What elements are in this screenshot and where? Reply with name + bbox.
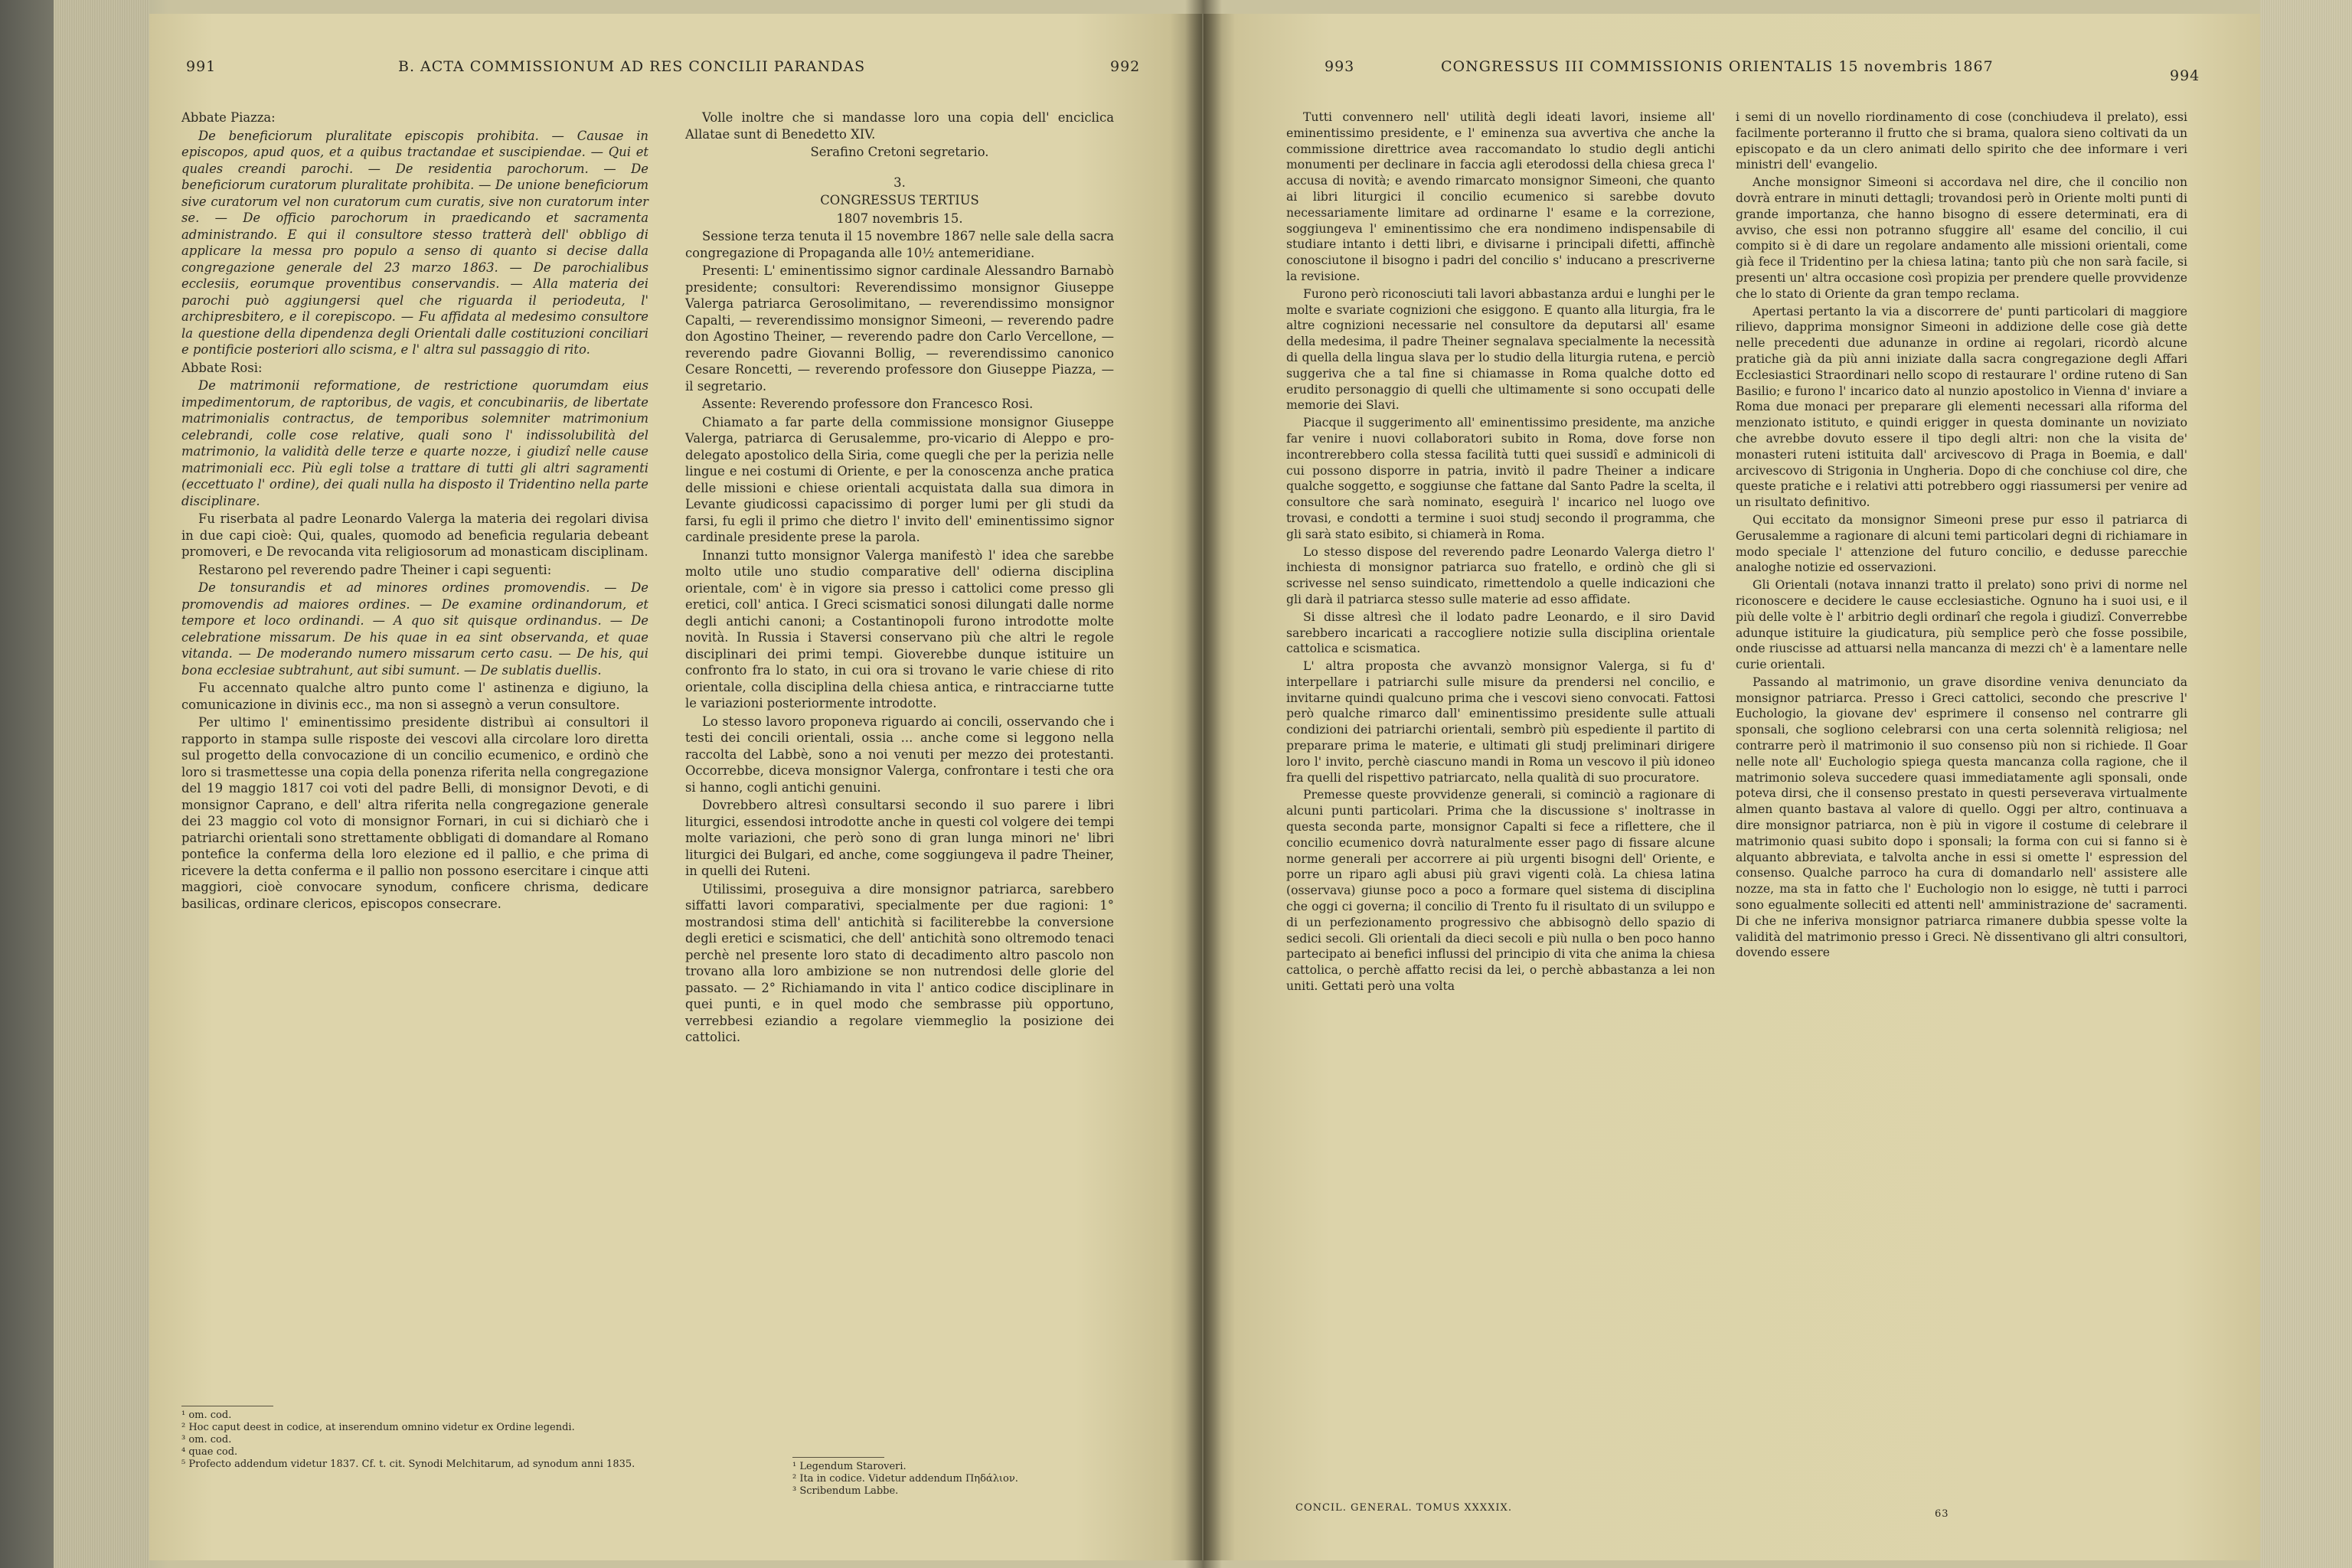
right-running-head [1234, 58, 2230, 89]
footnote: ³ Scribendum Labbe. [792, 1485, 899, 1497]
paragraph: Passando al matrimonio, un grave disordine veniva denunciato da monsignor patriarca. Presso i Greci cattolici, secondo che prescrive l' Euchologio, la giovane dev' esprimere il consenso nel contrarre gli sponsali, che sogliono celebrarsi con una certa solennità religiosa; nel contrarre però il matrimonio il suo consenso più non si richiede. Il Goar nelle note all' Euchologio spiega questa mancanza colla ragione, che il matrimonio soleva succedere quasi immediatamente agli sponsali, onde poteva dirsi, che il consenso prestato in questi perseverava virtualmente almen quanto bastava al valore di quello. Oggi per altro, continuava a dire monsignor patriarca, non è più in vigore il costume di celebrare il matrimonio quasi subito dopo i sponsali; la forma con cui si fanno si è alquanto abbreviata, e talvolta anche in essi si omette l' espression del consenso. Qualche parroco ha cura di domandarlo nell' assistere alle nozze, ma sta in fatto che l' Euchologio non lo esigge, nè tutti i parroci sono egualmente solleciti ed attenti nell' amministrazione de' sacramenti. Di che ne inferiva monsignor patriarca rimanere dubbia spesse volte la validità del matrimonio presso i Greci. Nè dissentivano gli altri consultori, dovendo essere [1736, 675, 2187, 960]
footnote: ¹ om. cod. [181, 1410, 232, 1421]
paragraph: Presenti: L' eminentissimo signor cardinale Alessandro Barnabò presidente; consultori: Reverendissimo monsignor Giuseppe Valerga patriarca Gerosolimitano, — reverendissimo monsignor Capalti, — reverendissimo monsignor Simeoni, — reverendo padre don Agostino Theiner, — reverendo padre don Carlo Vercellone, — reverendo padre Giovanni Bollig, — reverendissimo canonico Cesare Roncetti, — reverendo professore don Giuseppe Piazza, — il segretario. [685, 263, 1114, 394]
left-page [149, 14, 1202, 1560]
running-head-title: CONGRESSUS III COMMISSIONIS ORIENTALIS 15 novembris 1867 [1441, 58, 1994, 75]
signature: Serafino Cretoni segretario. [810, 145, 989, 159]
paragraph: Lo stesso dispose del reverendo padre Leonardo Valerga dietro l' inchiesta di monsignor patriarca suo fratello, e ordinò che gli si scrivesse nel senso suindicato, rimettendolo a quelle indicazioni che gli darà il patriarca stesso sulle materie ad esso affidate. [1286, 544, 1715, 606]
section-title: CONGRESSUS TERTIUS [820, 193, 979, 207]
paragraph: Furono però riconosciuti tali lavori abbastanza ardui e lunghi per le molte e svariate cognizioni che esiggono. E quanto alla liturgia, fra le altre cognizioni necessarie nel consultore da deputarsi all' esame della medesima, il padre Theiner segnalava specialmente la necessità di quella della lingua slava per lo studio della liturgia rutena, e perciò suggeriva che a tal fine si chiamasse in Roma qualche dotto ed erudito personaggio di quelli che ultimamente si sono occupati delle memorie dei Slavi. [1286, 286, 1715, 413]
section-number: 3. [893, 175, 906, 190]
paragraph: De matrimonii reformatione, de restrictione quorumdam eius impedimentorum, de raptoribus, de vagis, et concubinariis, de libertate matrimonialis contractus, de temporibus solemniter matrimonium celebrandi, colle cose relative, quali sono l' indissolubilità del matrimonio, la validità delle terze e quarte nozze, i giudizî nelle cause matrimoniali ecc. Più egli tolse a trattare di tutti gli altri sagramenti (eccettuato l' ordine), dei quali nulla ha disposto il Tridentino nella parte disciplinare. [181, 378, 648, 508]
footnote: ³ om. cod. [181, 1434, 232, 1446]
paragraph: Piacque il suggerimento all' eminentissimo presidente, ma anziche far venire i nuovi collaboratori subito in Roma, dove forse non incontrerebbero colla stessa facilità tutti quei sussidî e adminicoli di cui possono disporre in patria, invitò il padre Theiner a indicare qualche soggetto, e soggiunse che fattane dal Santo Padre la scelta, il consultore che sarà nominato, eseguirà l' incarico nel luogo ove trovasi, e condotti a termine i suoi studj secondo il programma, che gli sarà stato esibito, si chiamerà in Roma. [1286, 416, 1715, 541]
left-column-1-footnotes [181, 1406, 648, 1471]
paragraph: Tutti convennero nell' utilità degli ideati lavori, insieme all' eminentissimo presidente, e l' eminenza sua avvertiva che anche la commissione direttrice avea raccomandato lo studio degli antichi monumenti per declinare in faccia agli eterodossi della chiesa greca l' accusa di novità; e avendo rimarcato monsignor Simeoni, che quanto ai libri liturgici il concilio ecumenico si sarebbe dovuto necessariamente limitare ad ordinarne l' esame e la correzione, soggiungeva l' eminentissimo che era nondimeno indispensabile di studiare intanto i detti libri, e divisarne i principali difetti, affinchè conosciutone il bisogno i padri del concilio s' inducano a prescriverne la revisione. [1286, 110, 1715, 283]
right-column-2 [1736, 109, 2187, 962]
paragraph: Anche monsignor Simeoni si accordava nel dire, che il concilio non dovrà entrare in minuti dettagli; trovandosi però in Oriente molti punti di grande importanza, che hanno bisogno di essere determinati, era di avviso, che essi non potranno sfuggire all' esame del concilio, il cui compito si è di dare un regolare andamento alle missioni orientali, come già fece il Tridentino per la chiesa latina; tanto più che non sarà facile, si presenti un' altra occasione così propizia per prendere quelle provvidenze che lo stato di Oriente da gran tempo reclama. [1736, 175, 2187, 301]
left-column-2-footnotes [792, 1457, 1152, 1498]
paragraph: Qui eccitato da monsignor Simeoni prese pur esso il patriarca di Gerusalemme a ragionare di alcuni temi particolari degni di richiamare in modo speciale l' attenzione del futuro concilio, e dedusse parecchie analoghe notizie ed osservazioni. [1736, 512, 2187, 575]
paragraph: Premesse queste provvidenze generali, si cominciò a ragionare di alcuni punti particolari. Prima che la discussione s' inoltrasse in questa seconda parte, monsignor Capalti si fece a riflettere, che il concilio ecumenico dovrà naturalmente esser pago di fissare alcune norme generali per accorrere ai più urgenti bisogni dell' Oriente, e porre un riparo agli abusi più gravi vigenti colà. La chiesa latina (osservava) giunse poco a poco a formare quel sistema di disciplina che oggi ci governa; il concilio di Trento fu il risultato di un sviluppo e di un perfezionamento progressivo che abbisognò dello spazio di sedici secoli. Gli orientali da dieci secoli e più nulla o ben poco hanno partecipato ai benefici influssi del principio di vita che anima la chiesa cattolica, o perchè affatto recisi da lei, o perchè abbastanza a lei non uniti. Gettati però una volta [1286, 788, 1715, 994]
paragraph: De tonsurandis et ad minores ordines promovendis. — De promovendis ad maiores ordines. — De examine ordinandorum, et tempore et loco ordinandi. — A quo sit quisque ordinandus. — De celebratione missarum. De his quae in ea sint observanda, et quae vitanda. — De moderando numero missarum certo casu. — De his, qui bona ecclesiae subtrahunt, aut sibi sumunt. — De sublatis duellis. [181, 580, 648, 678]
footnote: ² Hoc caput deest in codice, at inserendum omnino videtur ex Ordine legendi. [181, 1422, 575, 1433]
right-fore-edge [2260, 0, 2352, 1568]
paragraph: De beneficiorum pluralitate episcopis prohibita. — Causae in episcopos, apud quos, et a quibus tractandae et suscipiendae. — Qui et quales creandi parochi. — De residentia parochorum. — De beneficiorum curatorum pluralitate prohibita. — De unione beneficiorum sive curatorum vel non curatorum cum curatis, sive non curatorum inter se. — De officio parochorum in praedicando et sacramenta administrando. E qui il consultore stesso tratterà dell' obbligo di applicare la messa pro populo a senso di quanto si decise dalla congregazione generale del 23 marzo 1863. — De parochialibus ecclesiis, eorumque proventibus conservandis. — Alla materia dei parochi può aggiungersi quel che riguarda il periodeuta, l' archipresbitero, e il corepiscopo. — Fu affidata al medesimo consultore la questione della dipendenza degli Orientali dalle costituzioni conciliari e pontificie posteriori allo scisma, e l' altra sul passaggio di rito. [181, 128, 648, 357]
signature-number: 63 [1935, 1508, 1949, 1520]
footnote: ² Ita in codice. Videtur addendum Πηδάλιον. [792, 1473, 1018, 1485]
paragraph: Fu riserbata al padre Leonardo Valerga la materia dei regolari divisa in due capi cioè: Qui, quales, quomodo ad beneficia regularia debeant promoveri, e De revocanda vita religiosorum ad monasticam disciplinam. [181, 511, 648, 559]
left-fore-edge [54, 0, 149, 1568]
paragraph: Abbate Piazza: [181, 110, 276, 125]
right-page [1204, 14, 2260, 1560]
paragraph: Dovrebbero altresì consultarsi secondo il suo parere i libri liturgici, essendosi introdotte anche in questi col volgere dei tempi molte variazioni, che però sono di gran lunga minori ne' libri liturgici dei Bulgari, ed anche, come soggiungeva il padre Theiner, in quelli dei Ruteni. [685, 798, 1114, 878]
paragraph: Innanzi tutto monsignor Valerga manifestò l' idea che sarebbe molto utile uno studio comparative dell' odierna disciplina orientale, com' è in vigore sia presso i cattolici come presso gli eretici, coll' antica. I Greci scismatici sonosi dilungati dalle norme degli antichi canoni; a Costantinopoli furono introdotte molte novità. In Russia i Staversi conservano più che altri le regole disciplinari dei primi tempi. Gioverebbe dunque istituire un confronto fra lo stato, in cui ora si trovano le varie chiese di rito orientale, colla disciplina della chiesa antica, e rintracciarne tutte le variazioni posteriormente introdotte. [685, 547, 1114, 710]
paragraph: Si disse altresì che il lodato padre Leonardo, e il siro David sarebbero incaricati a raccogliere notizie sulla disciplina orientale cattolica e scismatica. [1286, 609, 1715, 656]
left-column-1 [181, 109, 648, 913]
footnote-rule [792, 1457, 884, 1458]
paragraph: Assente: Reverendo professore don Francesco Rosi. [702, 397, 1034, 411]
footnote: ⁴ quae cod. [181, 1446, 238, 1458]
paragraph: Sessione terza tenuta il 15 novembre 1867 nelle sale della sacra congregazione di Propaganda alle 10½ antemeridiane. [685, 229, 1114, 260]
section-date: 1807 novembris 15. [836, 211, 963, 226]
signature-line: CONCIL. GENERAL. TOMUS XXXXIX. [1295, 1502, 1512, 1514]
page-number-992: 992 [1110, 58, 1141, 75]
footnote: ¹ Legendum Staroveri. [792, 1461, 906, 1472]
paragraph: Lo stesso lavoro proponeva riguardo ai concili, osservando che i testi dei concili orientali, ossia ... anche come si leggono nella raccolta del Labbè, sono a noi venuti per mezzo dei protestanti. Occorrebbe, diceva monsignor Valerga, confrontare i testi che ora si hanno, cogli antichi genuini. [685, 714, 1114, 795]
page-number-993: 993 [1325, 58, 1355, 75]
running-head-title: B. ACTA COMMISSIONUM AD RES CONCILII PARANDAS [398, 58, 866, 75]
paragraph: Abbate Rosi: [181, 360, 263, 375]
paragraph: Per ultimo l' eminentissimo presidente distribuì ai consultori il rapporto in stampa sulle risposte dei vescovi alla circolare loro diretta sul progetto della convocazione di un concilio ecumenico, e ordinò che loro si trasmettesse una copia della ponenza riferita nella congregazione del 19 maggio 1817 coi voti del padre Belli, di monsignor Devoti, e di monsignor Caprano, e dell' altra riferita nella congregazione generale dei 23 maggio col voto di monsignor Fornari, in cui si dichiarò che i patriarchi orientali sono strettamente obbligati di domandare al Romano pontefice la conferma della loro elezione ed il pallio, e che prima di ricevere la detta conferma e il pallio non possono esercitare i cinque atti maggiori, cioè convocare synodum, conficere chrisma, dedicare basilicas, ordinare clericos, episcopos consecrare. [181, 715, 648, 911]
paragraph: Utilissimi, proseguiva a dire monsignor patriarca, sarebbero siffatti lavori comparativi, specialmente per due ragioni: 1° mostrandosi stima dell' antichità si faciliterebbe la conversione degli eretici e scismatici, che dell' antichità sono oltremodo tenaci perchè nel presente loro stato di decadimento altro pascolo non trovano alla loro ambizione se non nutrendosi delle glorie del passato. — 2° Richiamando in vita l' antico codice disciplinare in quei punti, e in quel modo che sembrasse più opportuno, verrebbesi eziandio a regolare viemmeglio la posizione dei cattolici. [685, 881, 1114, 1044]
paragraph: Gli Orientali (notava innanzi tratto il prelato) sono privi di norme nel riconoscere e decidere le cause ecclesiastiche. Ognuno ha i suoi usi, e il più delle volte è l' arbitrio degli ordinarî che regola i giudizî. Converrebbe adunque istituire la giudicatura, più semplice però che fosse possibile, onde riuscisse ad attuarsi nella mancanza di mezzi ch' è a lamentare nelle curie orientali. [1736, 578, 2187, 672]
paragraph: Fu accennato qualche altro punto come l' astinenza e digiuno, la comunicazione in divinis ecc., ma non si assegnò a verun consultore. [181, 681, 648, 712]
footnote: ⁵ Profecto addendum videtur 1837. Cf. t. cit. Synodi Melchitarum, ad synodum anni 1835. [181, 1459, 635, 1470]
left-column-2 [685, 109, 1114, 1047]
page-number-994: 994 [2170, 67, 2200, 84]
paragraph: Restarono pel reverendo padre Theiner i capi seguenti: [198, 562, 552, 577]
paragraph: Apertasi pertanto la via a discorrere de' punti particolari di maggiore rilievo, dapprima monsignor Simeoni in addizione delle cose già dette nelle precedenti due adunanze in ordine ai regolari, ricordò alcune pratiche già da più anni iniziate dalla sacra congregazione degli Affari Ecclesiastici Straordinari nello scopo di restaurare l' ordine ruteno di San Basilio; e furono l' incarico dato al nunzio apostolico in Vienna d' inviare a Roma due monaci per preparare gli elementi necessari alla riforma del menzionato istituto, e quindi erigger in questa dominante un noviziato che avrebbe dovuto essere il tipo degli altri: non che la visita de' monasteri ruteni istituita dall' arcivescovo di Praga in Boemia, e dall' arcivescovo di Strigonia in Ungheria. Dopo di che conchiuse col dire, che queste pratiche e i relativi atti potrebbero oggi riassumersi per venire ad un risultato definitivo. [1736, 304, 2187, 510]
page-number-991: 991 [186, 58, 217, 75]
paragraph: Chiamato a far parte della commissione monsignor Giuseppe Valerga, patriarca di Gerusalemme, pro-vicario di Aleppo e pro-delegato apostolico della Siria, come quegli che per la perizia nelle lingue e nei costumi di Oriente, e per la conoscenza anche pratica delle missioni e chiese orientali acquistata dalla sua dimora in Levante giudicossi capacissimo di porger lumi per gli studi da farsi, fu egli il primo che dietro l' invito dell' eminentissimo signor cardinale presidente prese la parola. [685, 414, 1114, 544]
right-column-1 [1286, 109, 1715, 996]
left-running-head [180, 58, 1171, 89]
paragraph: i semi di un novello riordinamento di cose (conchiudeva il prelato), essi facilmente porteranno il frutto che si brama, qualora sieno coltivati da un episcopato e da un clero animati dello spirito che dee informare i veri ministri dell' evangelio. [1736, 110, 2187, 172]
paragraph: Volle inoltre che si mandasse loro una copia dell' enciclica Allatae sunt di Benedetto XIV. [685, 110, 1114, 142]
book-gutter [1185, 0, 1222, 1568]
paragraph: L' altra proposta che avvanzò monsignor Valerga, si fu d' interpellare i patriarchi sulle misure da prendersi nel concilio, e invitarne quindi qualcuno prima che i vescovi sieno convocati. Fattosi però qualche rimarco dall' eminentissimo presidente sulle attuali condizioni dei patriarchi orientali, sembrò più espediente il partito di preparare prima le materie, e ultimati gli studj preliminari dirigere loro l' invito, perchè ciascuno mandi in Roma un vescovo il più idoneo fra quelli del rispettivo patriarcato, nella qualità di suo procuratore. [1286, 659, 1715, 785]
